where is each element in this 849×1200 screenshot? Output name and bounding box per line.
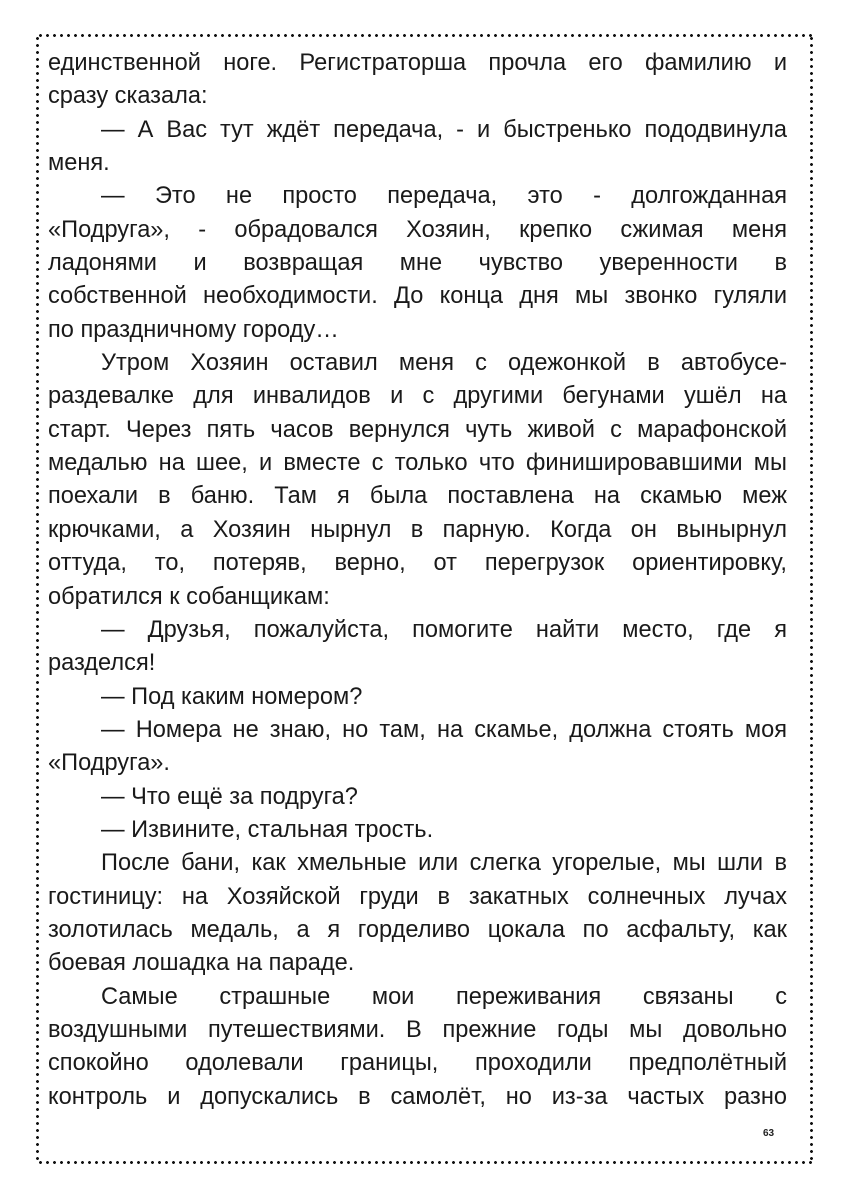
text-line: — А Вас тут ждёт передача, - и быстренько пододвинула xyxy=(101,116,787,143)
text-line: по праздничному городу… xyxy=(48,316,339,343)
text-line: раздевалке для инвалидов и с другими бегунами ушёл на xyxy=(48,383,787,410)
text-line: разделся! xyxy=(48,650,156,677)
page-number: 63 xyxy=(763,1128,775,1139)
text-line: оттуда, то, потеряв, верно, от перегрузок ориентировку, xyxy=(48,550,787,577)
text-line: — Что ещё за подруга? xyxy=(101,783,358,810)
text-line: спокойно одолевали границы, проходили предполётный xyxy=(48,1050,787,1077)
text-line: медалью на шее, и вместе с только что финишировавшими мы xyxy=(48,450,787,477)
text-line: — Друзья, пожалуйста, помогите найти место, где я xyxy=(101,616,787,643)
text-line: Утром Хозяин оставил меня с одежонкой в автобусе- xyxy=(101,350,787,377)
text-line: — Это не просто передача, это - долгожданная xyxy=(101,183,787,210)
text-line: — Номера не знаю, но там, на скамье, должна стоять моя xyxy=(101,716,787,743)
border-left xyxy=(35,35,40,1163)
text-line: — Извините, стальная трость. xyxy=(101,816,434,843)
text-line: После бани, как хмельные или слегка угорелые, мы шли в xyxy=(101,850,787,877)
text-line: обратился к собанщикам: xyxy=(48,583,330,610)
border-bottom xyxy=(37,1160,812,1165)
text-line: собственной необходимости. До конца дня мы звонко гуляли xyxy=(48,283,787,310)
text-line: — Под каким номером? xyxy=(101,683,363,710)
text-line: воздушными путешествиями. В прежние годы мы довольно xyxy=(48,1016,787,1043)
border-top xyxy=(37,33,812,38)
text-line: «Подруга». xyxy=(48,750,170,777)
text-line: сразу сказала: xyxy=(48,83,208,110)
text-line: единственной ноге. Регистраторша прочла его фамилию и xyxy=(48,50,787,76)
text-line: крючками, а Хозяин нырнул в парную. Когда он вынырнул xyxy=(48,516,787,543)
text-line: меня. xyxy=(48,150,110,177)
border-right xyxy=(809,35,814,1163)
text-line: гостиницу: на Хозяйской груди в закатных солнечных лучах xyxy=(48,883,787,910)
text-line: контроль и допускались в самолёт, но из-за частых разно xyxy=(48,1083,787,1110)
text-line: старт. Через пять часов вернулся чуть живой с марафонской xyxy=(48,416,787,443)
text-line: поехали в баню. Там я была поставлена на скамью меж xyxy=(48,483,787,510)
text-line: Самые страшные мои переживания связаны с xyxy=(101,983,787,1010)
text-line: боевая лошадка на параде. xyxy=(48,950,355,977)
text-line: «Подруга», - обрадовался Хозяин, крепко сжимая меня xyxy=(48,216,787,243)
text-line: ладонями и возвращая мне чувство уверенности в xyxy=(48,250,787,277)
text-line: золотилась медаль, а я горделиво цокала по асфальту, как xyxy=(48,916,787,943)
page-body-text xyxy=(48,47,787,1114)
